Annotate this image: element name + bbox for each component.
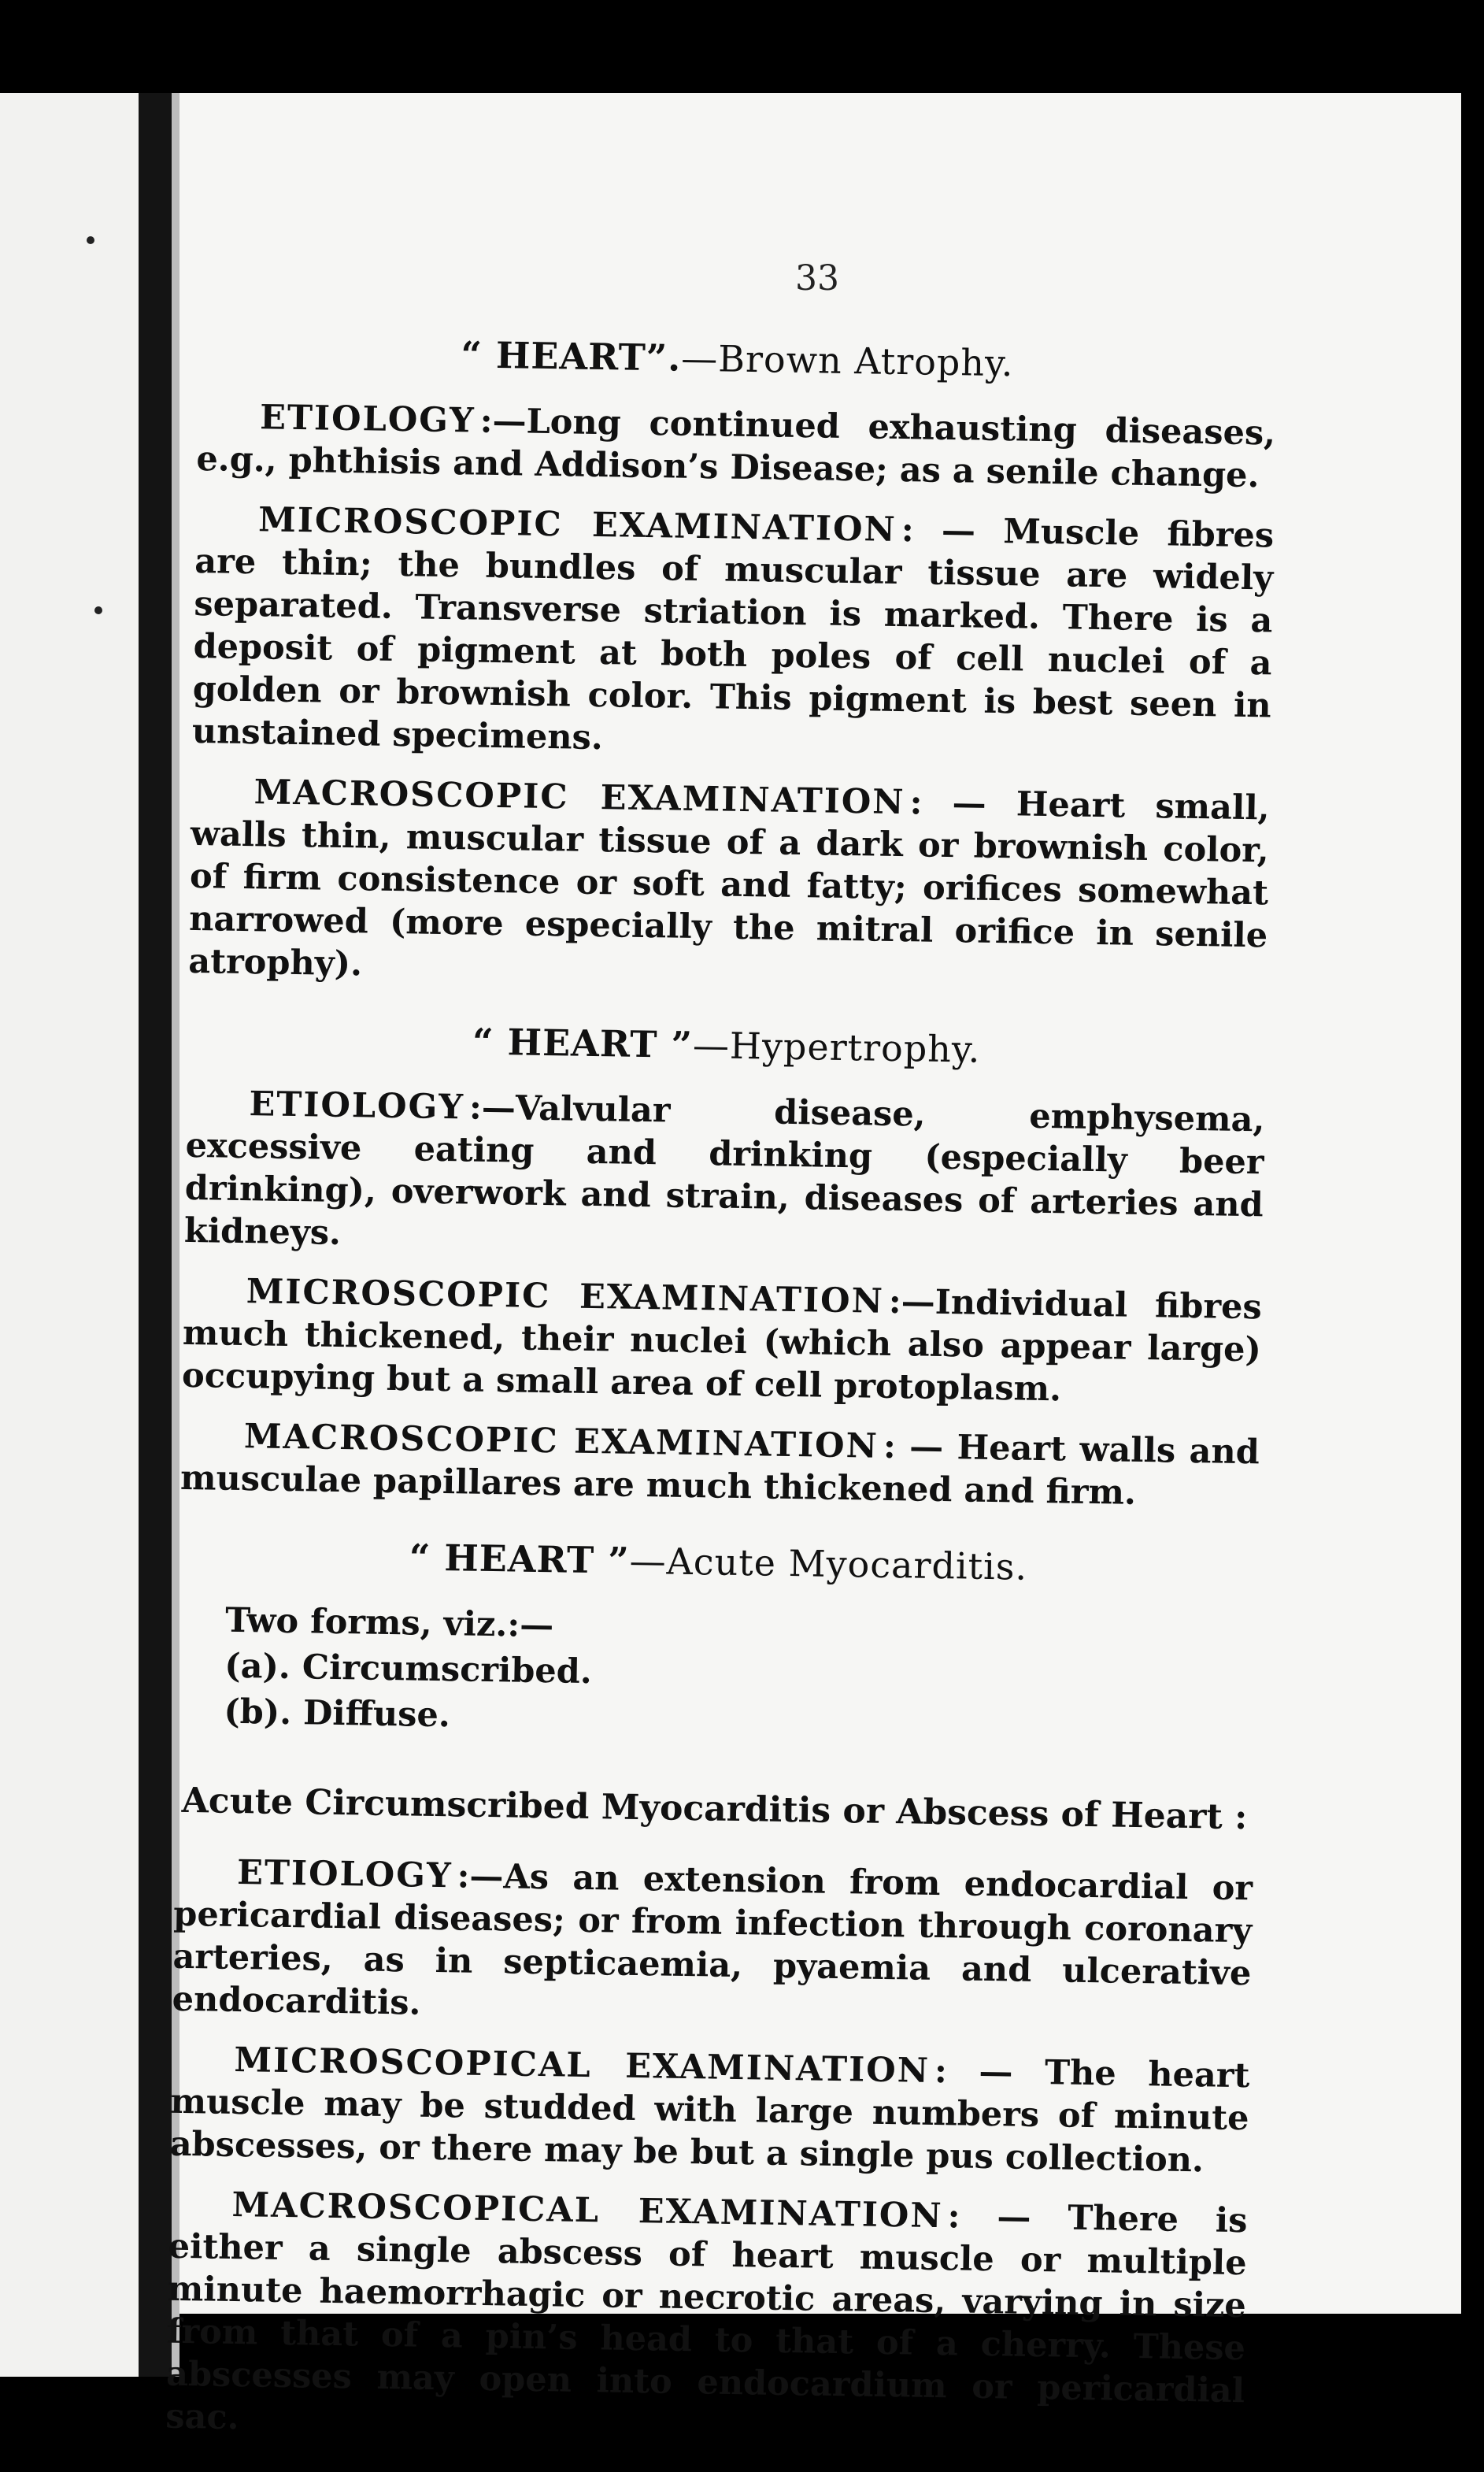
paragraph-label: ETIOLOGY — [236, 1853, 453, 1896]
heading-title: “ HEART ” — [472, 1020, 694, 1066]
paragraph-microscopic — [182, 1269, 1262, 1414]
paragraph-text: : — Heart walls and musculae papillares are much thickened and firm. — [179, 1426, 1260, 1513]
list-item: (b). Diffuse. — [224, 1692, 451, 1736]
paragraph-etiology — [172, 1851, 1253, 2037]
book-spine — [139, 93, 172, 2377]
paragraph-label: MICROSCOPIC EXAMINATION — [246, 1272, 885, 1321]
forms-list — [224, 1599, 1257, 1750]
speck — [87, 236, 94, 244]
paragraph-macroscopic — [165, 2183, 1248, 2455]
section-heading — [198, 329, 1277, 389]
speck — [94, 606, 102, 614]
paragraph-text: :—As an extension from endocardial or pericardial diseases; or from infection through coronary arteries, as in septicaemia, pyaemia and ulcerative endocarditis. — [172, 1856, 1253, 2023]
paragraph-text: : — There is either a single abscess of heart muscle or multiple minute haemorrhagic or necrotic areas, varying in size from that of a pin’s head to that of a cherry. These abscesses may open into endocardium or pericardial sac. — [165, 2196, 1248, 2438]
heading-subtitle: —Brown Atrophy. — [680, 336, 1014, 385]
paragraph-etiology — [184, 1082, 1265, 1269]
paragraph-label: ETIOLOGY — [249, 1084, 465, 1128]
subheading: Acute Circumscribed Myocarditis or Abscess of Heart : — [181, 1780, 1248, 1838]
page-number: 33 — [795, 258, 839, 298]
paragraph-text: : — Muscle fibres are thin; the bundles of muscular tissue are widely separated. Transverse striation is marked. There is a deposit of pigment at both poles of cell nuclei of a golden or brownish color. This pigment is best seen in unstained specimens. — [191, 510, 1275, 758]
paragraph-label: MACROSCOPIC EXAMINATION — [243, 1417, 879, 1466]
paragraph-microscopic — [169, 2038, 1249, 2182]
paragraph-text: :—Valvular disease, emphysema, excessive eating and drinking (especially beer drinking), overwork and strain, diseases of arteries and kidneys. — [183, 1088, 1265, 1253]
paragraph-label: MICROSCOPIC EXAMINATION — [257, 500, 897, 550]
paragraph-macroscopic — [188, 770, 1270, 999]
paragraph-text: : — Heart small, walls thin, muscular tissue of a dark or brownish color, of firm consistence or soft and fatty; orifices somewhat narrowed (more especially the mitral orifice in senile atrophy). — [187, 783, 1271, 984]
paragraph-etiology — [196, 395, 1276, 498]
book-page — [165, 93, 1461, 2438]
paragraph-text: : — The heart muscle may be studded with large numbers of minute abscesses, or there may be but a single pus collection. — [169, 2051, 1250, 2181]
heading-subtitle: —Acute Myocarditis. — [629, 1539, 1028, 1588]
forms-intro: Two forms, viz.:— — [224, 1600, 554, 1646]
heading-title: “ HEART”. — [461, 333, 682, 380]
paragraph-text: :—Long continued exhausting diseases, e.g., phthisis and Addison’s Disease; as a senile change. — [196, 401, 1276, 496]
page-content — [165, 329, 1277, 2472]
heading-subtitle: —Hypertrophy. — [692, 1023, 981, 1071]
heading-title: “ HEART ” — [409, 1536, 631, 1582]
paragraph-label: MACROSCOPIC EXAMINATION — [254, 773, 905, 823]
facing-page-edge — [0, 93, 139, 2377]
paragraph-label: MACROSCOPICAL EXAMINATION — [231, 2185, 944, 2237]
paragraph-microscopic — [192, 498, 1275, 769]
paragraph-text: :—Individual fibres much thickened, their nuclei (which also appear large) occupying but a small area of cell protoplasm. — [181, 1281, 1263, 1410]
paragraph-label: MICROSCOPICAL EXAMINATION — [234, 2040, 931, 2091]
list-item: (a). Circumscribed. — [224, 1646, 593, 1692]
paragraph-macroscopic — [180, 1414, 1260, 1517]
paragraph-label: ETIOLOGY — [259, 398, 476, 441]
